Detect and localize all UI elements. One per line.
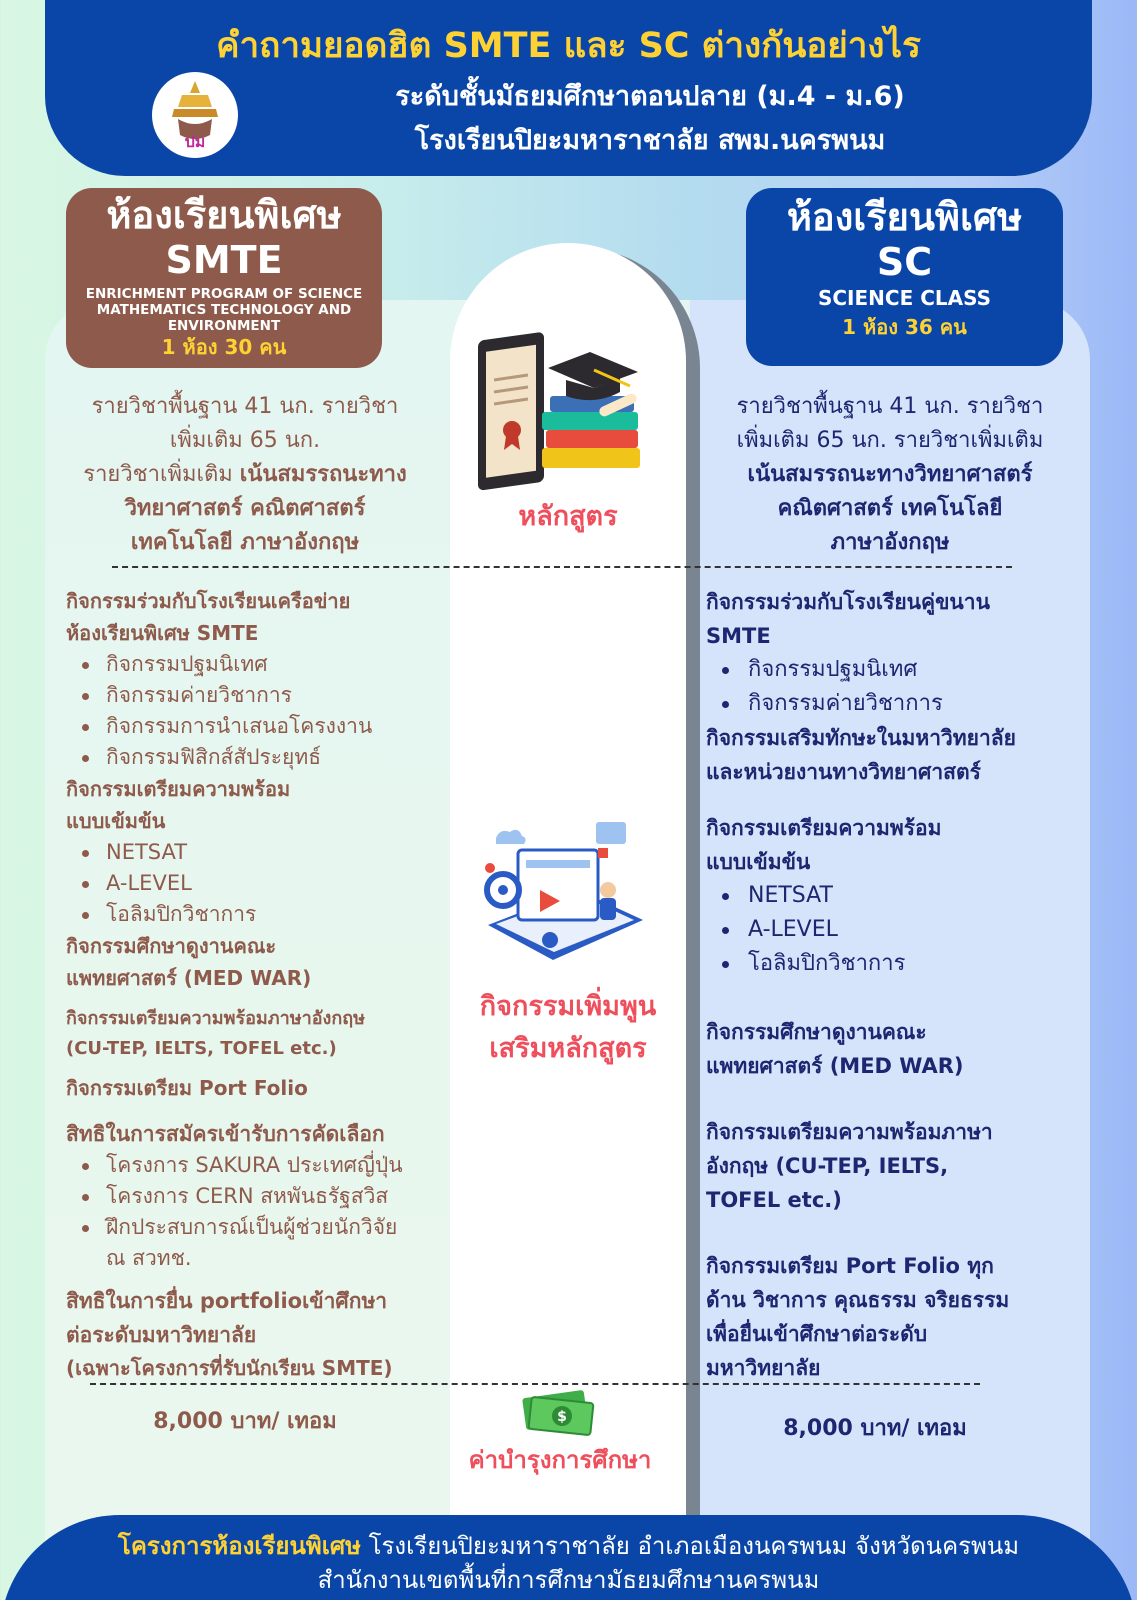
smte-fee: 8,000 บาท/ เทอม — [153, 1409, 337, 1434]
smte-curriculum-emphasis: เน้นสมรรถนะทาง — [239, 462, 407, 487]
sc-fee: 8,000 บาท/ เทอม — [783, 1416, 967, 1441]
sc-med-heading: กิจกรรมศึกษาดูงานคณะ — [706, 1020, 927, 1044]
sc-english-heading: กิจกรรมเตรียมความพร้อมภาษา — [706, 1120, 993, 1144]
smte-title: ห้องเรียนพิเศษ — [106, 193, 342, 237]
sc-partner-heading: กิจกรรมร่วมกับโรงเรียนคู่ขนาน — [706, 590, 990, 614]
sc-english-name: SCIENCE CLASS — [817, 286, 992, 310]
sc-partner-heading-2: SMTE — [706, 624, 771, 648]
sc-activities — [706, 585, 1066, 1385]
smte-portfolio-prep-heading: กิจกรรมเตรียม Port Folio — [66, 1076, 308, 1100]
sc-portfolio-heading-4: มหาวิทยาลัย — [706, 1356, 821, 1380]
smte-curriculum — [55, 390, 435, 560]
list-item: A-LEVEL — [66, 868, 446, 899]
smte-network-heading: กิจกรรมร่วมกับโรงเรียนเครือข่าย — [66, 589, 351, 613]
sc-heading-card — [746, 188, 1063, 366]
smte-code: SMTE — [165, 238, 283, 282]
page-subtitle-school: โรงเรียนปิยะมหาราชาลัย สพม.นครพนม — [414, 125, 886, 156]
money-icon — [520, 1388, 600, 1438]
list-item: กิจกรรมค่ายวิชาการ — [706, 687, 1066, 721]
sc-portfolio-heading-2: ด้าน วิชาการ คุณธรรม จริยธรรม — [706, 1288, 1010, 1312]
logo-monogram: ปม — [184, 132, 206, 151]
fee-label: ค่าบำรุงการศึกษา — [468, 1446, 652, 1474]
sc-curriculum-line3: เน้นสมรรถนะทางวิทยาศาสตร์ — [747, 462, 1033, 487]
sc-curriculum-line4: คณิตศาสตร์ เทคโนโลยี — [777, 496, 1003, 521]
sc-code: SC — [876, 240, 933, 284]
smte-med-heading: กิจกรรมศึกษาดูงานคณะ — [66, 934, 277, 958]
curriculum-label: หลักสูตร — [518, 501, 618, 532]
smte-class-size: 1 ห้อง 30 คน — [161, 335, 287, 359]
sc-curriculum-line2: เพิ่มเติม 65 นก. รายวิชาเพิ่มเติม — [736, 428, 1044, 453]
smte-curriculum-text: รายวิชาเพิ่มเติม — [83, 462, 240, 487]
divider — [90, 1383, 980, 1385]
list-item: โครงการ CERN สหพันธรัฐสวิส — [66, 1181, 446, 1212]
sc-curriculum-line5: ภาษาอังกฤษ — [830, 530, 950, 555]
smte-curriculum-line2: เพิ่มเติม 65 นก. — [169, 428, 321, 453]
sc-university-heading: กิจกรรมเสริมทักษะในมหาวิทยาลัย — [706, 726, 1016, 750]
sc-curriculum-line1: รายวิชาพื้นฐาน 41 นก. รายวิชา — [736, 394, 1044, 419]
sc-portfolio-heading: กิจกรรมเตรียม Port Folio ทุก — [706, 1254, 994, 1278]
tablet-certificate-books-icon — [470, 330, 650, 500]
activity-label-line2: เสริมหลักสูตร — [489, 1033, 647, 1064]
list-item: NETSAT — [706, 879, 1066, 913]
list-item: กิจกรรมปฐมนิเทศ — [706, 653, 1066, 687]
sc-class-size: 1 ห้อง 36 คน — [842, 315, 967, 339]
sc-curriculum — [705, 390, 1075, 560]
list-item: กิจกรรมปฐมนิเทศ — [66, 649, 446, 680]
smte-portfolio-rights-note: (เฉพาะโครงการที่รับนักเรียน SMTE) — [66, 1356, 393, 1380]
list-item-continuation: ณ สวทช. — [106, 1246, 192, 1270]
smte-network-heading-2: ห้องเรียนพิเศษ SMTE — [66, 621, 259, 645]
list-item: โอลิมปิกวิชาการ — [66, 899, 446, 930]
sc-med-heading-2: แพทยศาสตร์ (MED WAR) — [706, 1054, 964, 1078]
footer-line2: สำนักงานเขตพื้นที่การศึกษามัธยมศึกษานครพนม — [317, 1566, 820, 1594]
smte-prep-heading: กิจกรรมเตรียมความพร้อม — [66, 777, 291, 801]
sc-prep-heading-2: แบบเข้มข้น — [706, 850, 811, 874]
sc-english-heading-2: อังกฤษ (CU-TEP, IELTS, — [706, 1154, 949, 1178]
smte-curriculum-line3 — [55, 458, 435, 492]
list-item: โครงการ SAKURA ประเทศญี่ปุ่น — [66, 1150, 446, 1181]
list-item: NETSAT — [66, 837, 446, 868]
activity-label — [450, 986, 686, 1070]
list-item: โอลิมปิกวิชาการ — [706, 947, 1066, 981]
list-item: ฝึกประสบการณ์เป็นผู้ช่วยนักวิจัย — [66, 1212, 446, 1243]
list-item: กิจกรรมฟิสิกส์สัประยุทธ์ — [66, 742, 446, 773]
activity-label-line1: กิจกรรมเพิ่มพูน — [479, 991, 657, 1022]
smte-rights-list — [66, 1150, 446, 1243]
footer-project-name: โครงการห้องเรียนพิเศษ — [117, 1532, 361, 1560]
divider — [112, 566, 1012, 568]
svg-text:$: $ — [557, 1409, 567, 1425]
sc-title: ห้องเรียนพิเศษ — [786, 195, 1023, 239]
list-item: A-LEVEL — [706, 913, 1066, 947]
page-title: คำถามยอดฮิต SMTE และ SC ต่างกันอย่างไร — [216, 26, 921, 66]
smte-rights-heading: สิทธิในการสมัครเข้ารับการคัดเลือก — [66, 1122, 385, 1146]
smte-english-name: ENRICHMENT PROGRAM OF SCIENCE MATHEMATICS TECHNOLOGY AND ENVIRONMENT — [85, 286, 363, 334]
page-subtitle-level: ระดับชั้นมัธยมศึกษาตอนปลาย (ม.4 - ม.6) — [395, 81, 905, 112]
smte-med-heading-2: แพทยศาสตร์ (MED WAR) — [66, 966, 312, 990]
smte-curriculum-line1: รายวิชาพื้นฐาน 41 นก. รายวิชา — [91, 394, 399, 419]
footer-school-address: โรงเรียนปิยะมหาราชาลัย อำเภอเมืองนครพนม จังหวัดนครพนม — [360, 1532, 1020, 1560]
smte-activities — [66, 585, 446, 1384]
smte-english-heading: กิจกรรมเตรียมความพร้อมภาษาอังกฤษ — [66, 1008, 366, 1029]
smte-prep-heading-2: แบบเข้มข้น — [66, 809, 166, 833]
sc-partner-list — [706, 653, 1066, 721]
list-item: กิจกรรมการนำเสนอโครงงาน — [66, 711, 446, 742]
smte-curriculum-line5: เทคโนโลยี ภาษาอังกฤษ — [130, 530, 360, 555]
smte-english-heading-2: (CU-TEP, IELTS, TOFEL etc.) — [66, 1038, 337, 1059]
sc-english-heading-3: TOFEL etc.) — [706, 1188, 842, 1212]
list-item: กิจกรรมค่ายวิชาการ — [66, 680, 446, 711]
smte-portfolio-rights-heading: สิทธิในการยื่น portfolioเข้าศึกษา — [66, 1289, 388, 1313]
sc-prep-heading: กิจกรรมเตรียมความพร้อม — [706, 816, 942, 840]
smte-heading-card — [66, 188, 382, 368]
smte-prep-list — [66, 837, 446, 930]
smte-network-list — [66, 649, 446, 773]
sc-prep-list — [706, 879, 1066, 981]
sc-portfolio-heading-3: เพื่อยื่นเข้าศึกษาต่อระดับ — [706, 1322, 928, 1346]
smte-curriculum-line4: วิทยาศาสตร์ คณิตศาสตร์ — [124, 496, 366, 521]
sc-university-heading-2: และหน่วยงานทางวิทยาศาสตร์ — [706, 760, 981, 784]
online-learning-icon — [478, 820, 648, 970]
smte-portfolio-rights-heading-2: ต่อระดับมหาวิทยาลัย — [66, 1323, 257, 1347]
